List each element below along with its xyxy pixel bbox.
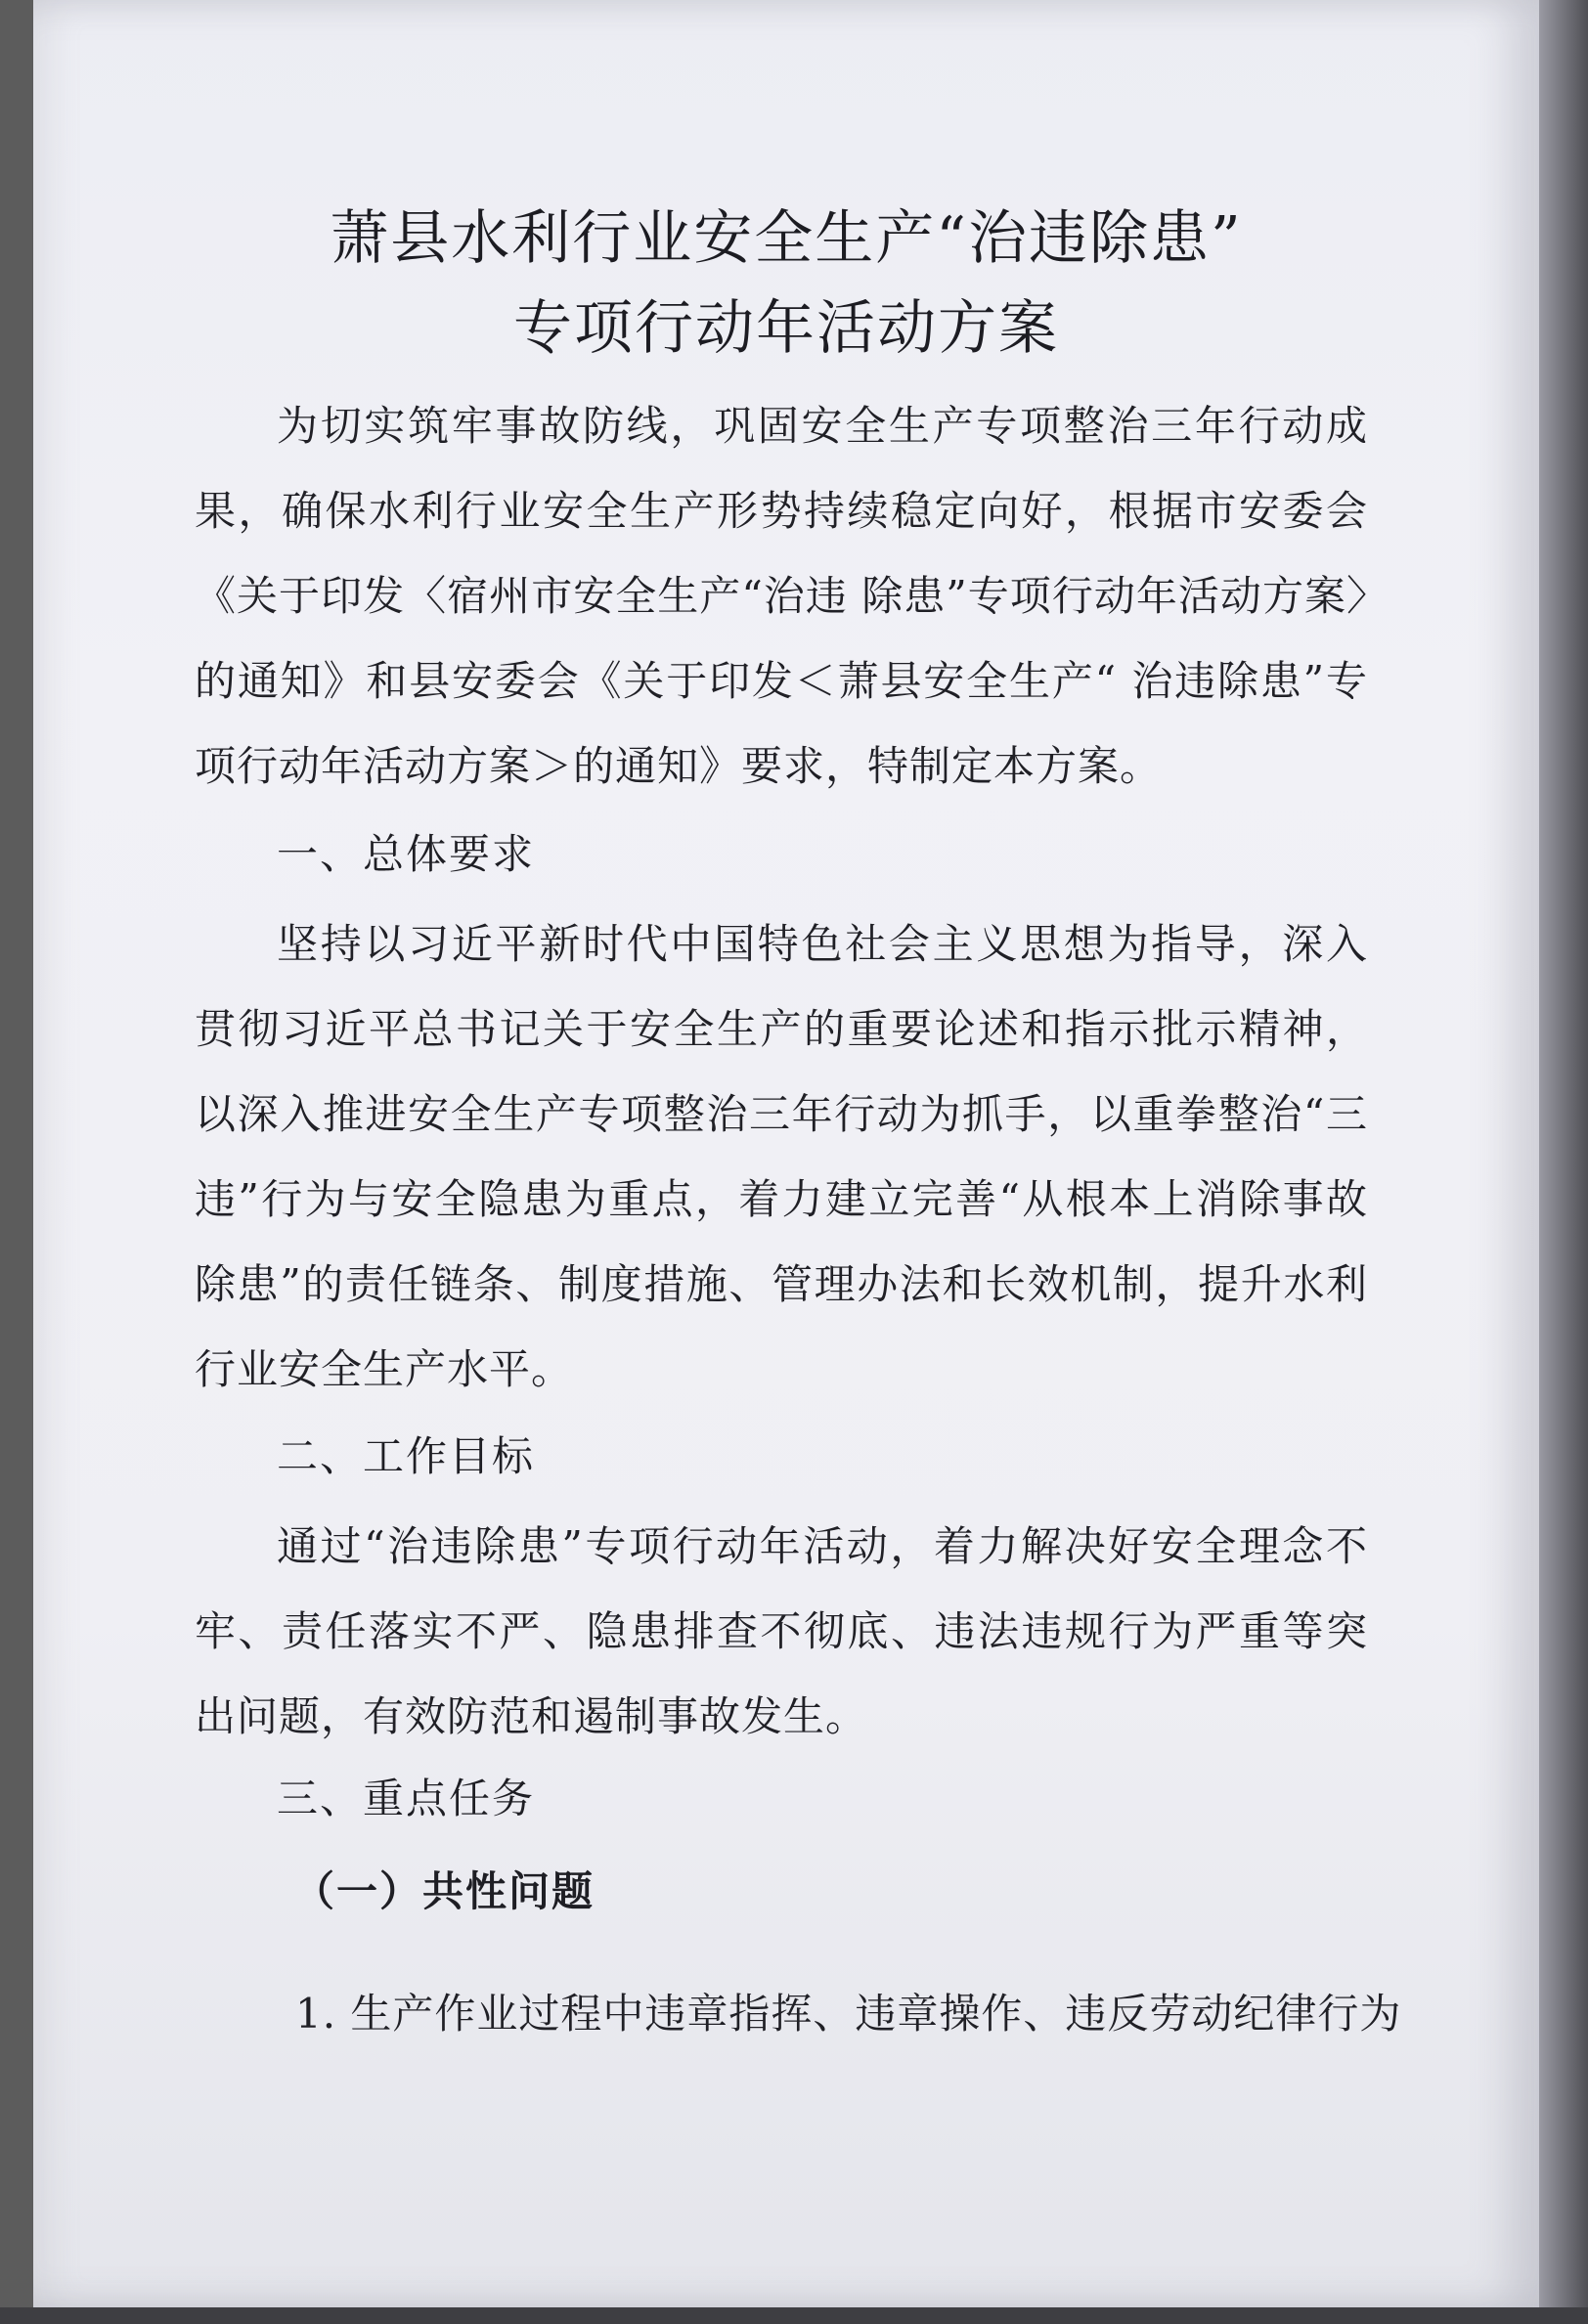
section-2-heading: 二、工作目标 bbox=[277, 1432, 536, 1480]
page-edge-shadow bbox=[1539, 0, 1588, 2324]
bottom-edge-shadow bbox=[0, 2307, 1588, 2324]
document-title-line-2: 专项行动年活动方案 bbox=[513, 294, 1059, 363]
intro-paragraph: 为切实筑牢事故防线，巩固安全生产专项整治三年行动成果，确保水利行业安全生产形势持续稳定向好，根据市安委会《关于印发〈宿州市安全生产“治违 除患”专项行动年活动方案〉的通知》和县安委会《关于印发＜萧县安全生产“ 治违除患”专项行动年活动方案＞的通知》要求，特制定本方案。 bbox=[195, 402, 1368, 790]
subsection-1-heading: （一）共性问题 bbox=[293, 1867, 596, 1915]
section-1-body: 坚持以习近平新时代中国特色社会主义思想为指导，深入贯彻习近平总书记关于安全生产的重要论述和指示批示精神，以深入推进安全生产专项整治三年行动为抓手，以重拳整治“三违”行为与安全隐患为重点，着力建立完善“从根本上消除事故除患”的责任链条、制度措施、管理办法和长效机制，提升水利行业安全生产水平。 bbox=[195, 920, 1368, 1393]
list-item: 1. 生产作业过程中违章指挥、违章操作、违反劳动纪律行为 bbox=[295, 1990, 1402, 2038]
document-title-line-1: 萧县水利行业安全生产“治违除患” bbox=[330, 204, 1243, 273]
section-1-heading: 一、总体要求 bbox=[277, 830, 536, 878]
section-2-body: 通过“治违除患”专项行动年活动，着力解决好安全理念不牢、责任落实不严、隐患排查不彻底、违法违规行为严重等突出问题，有效防范和遏制事故发生。 bbox=[195, 1522, 1368, 1740]
document-page bbox=[33, 0, 1539, 2307]
section-3-heading: 三、重点任务 bbox=[277, 1775, 536, 1822]
